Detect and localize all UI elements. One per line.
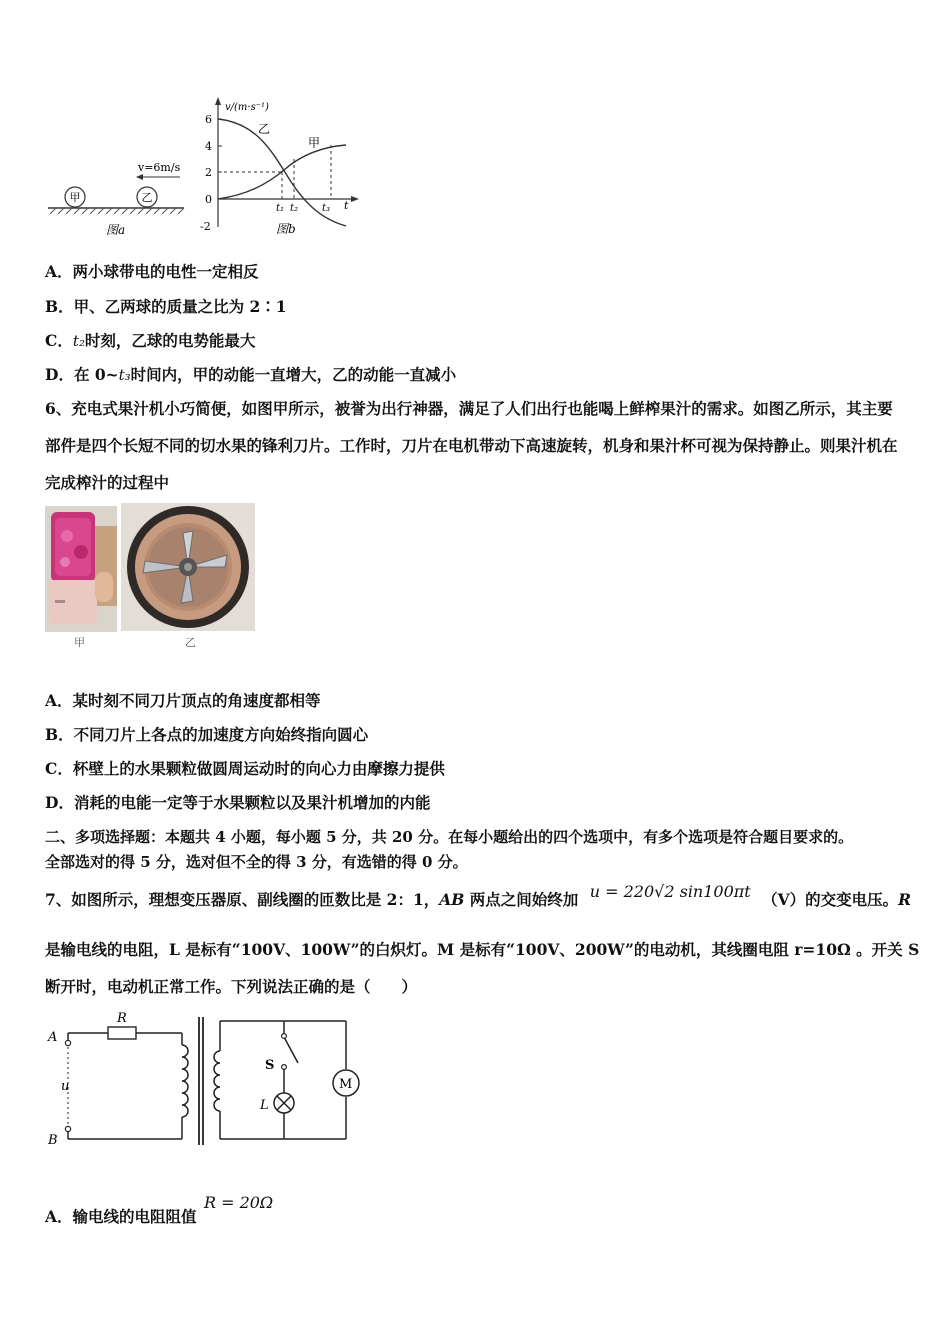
q7-voltage-formula: u = 220√2 sin100πt [589,882,751,901]
label-r: R [117,1011,127,1026]
caption-fig-b: 图b [276,222,296,236]
q7-line3: 断开时，电动机正常工作。下列说法正确的是（ ） [45,977,418,996]
caption-fig-a: 图a [106,223,126,237]
q6-option-d: D．消耗的电能一定等于水果颗粒以及果汁机增加的内能 [45,793,431,812]
x-tick-t3: t₃ [322,203,331,214]
curve-jia-label: 甲 [308,136,321,150]
velocity-label: v=6m/s [138,161,181,174]
section2-heading-line1: 二、多项选择题：本题共 4 小题，每小题 5 分，共 20 分。在每小题给出的四个选项中，有多个选项是符合题目要求的。 [45,828,854,846]
q7-ab: AB [439,890,465,909]
q6-option-c: C．杯壁上的水果颗粒做圆周运动时的向心力由摩擦力提供 [45,759,445,778]
q6-option-a: A．某时刻不同刀片顶点的角速度都相等 [45,691,321,710]
ball-jia-label: 甲 [69,191,81,204]
y-tick-neg2: -2 [200,220,211,233]
y-axis-label: v/(m·s⁻¹) [225,102,269,113]
juicer-caption-yi: 乙 [185,636,196,649]
juicer-caption-jia: 甲 [74,636,85,649]
y-tick-6: 6 [205,113,212,126]
q5-option-d [45,363,456,385]
q7-option-a-text: A．输电线的电阻阻值 [45,1207,197,1226]
q6-option-b: B．不同刀片上各点的加速度方向始终指向圆心 [45,725,369,744]
label-u: u [61,1079,70,1094]
juicer-photo-yi [121,503,255,631]
q5-option-b: B．甲、乙两球的质量之比为 2∶1 [45,297,287,316]
label-l: L [260,1098,269,1113]
q6-stem: 6、充电式果汁机小巧简便，如图甲所示，被誉为出行神器，满足了人们出行也能喝上鲜榨果汁的需求。如图乙所示，其主要部件是四个长短不同的切水果的锋利刀片。工作时，刀片在电机带动下高速旋转，机身和果汁杯可视为保持静止。则果汁机在完成榨汁的过程中 [45,399,898,492]
q5-option-d-var: t₃ [118,366,131,384]
curve-yi-label: 乙 [258,122,271,136]
resistor-r [108,1027,136,1039]
q5-option-c-var: t₂ [72,332,85,350]
q7-line1-suffix: （V）的交变电压。 [762,890,899,909]
figure-a [40,150,190,240]
q7-line1 [45,882,912,910]
label-s: S [265,1058,275,1073]
x-tick-t1: t₁ [276,203,285,214]
juicer-photo-jia [45,506,117,632]
ball-yi-label: 乙 [141,191,153,204]
q5-option-d-text: 时间内，甲的动能一直增大，乙的动能一直减小 [130,365,457,384]
y-tick-4: 4 [205,140,212,153]
q5-option-c [45,329,255,351]
q5-option-c-text: 时刻，乙球的电势能最大 [84,331,256,350]
switch-s [284,1037,298,1063]
label-b: B [48,1133,58,1148]
label-m: M [339,1077,353,1092]
x-axis-label: t [344,199,349,212]
figure-b-velocity-graph [196,95,366,240]
y-tick-0: 0 [205,193,212,206]
section2-heading-line2: 全部选对的得 5 分，选对但不全的得 3 分，有选错的得 0 分。 [45,853,468,871]
transformer-circuit-diagram [42,1005,362,1155]
q5-option-a: A．两小球带电的电性一定相反 [45,262,259,281]
q7-option-a [45,1193,274,1227]
label-a: A [48,1030,58,1045]
y-tick-2: 2 [205,166,212,179]
q7-r: R [898,890,912,909]
q5-option-c-prefix: C． [45,331,73,350]
q7-option-a-formula: R = 20Ω [203,1193,274,1212]
q7-line2: 是输电线的电阻，L 是标有“100V、100W”的白炽灯。M 是标有“100V、200W”的电动机，其线圈电阻 r=10Ω 。开关 S [45,940,920,959]
q5-option-d-prefix: D．在 0~ [45,365,119,384]
q7-line1-mid: 两点之间始终加 [464,890,579,909]
x-tick-t2: t₂ [290,203,299,214]
q7-line1-prefix: 7、如图所示，理想变压器原、副线圈的匝数比是 2：1， [45,890,440,909]
